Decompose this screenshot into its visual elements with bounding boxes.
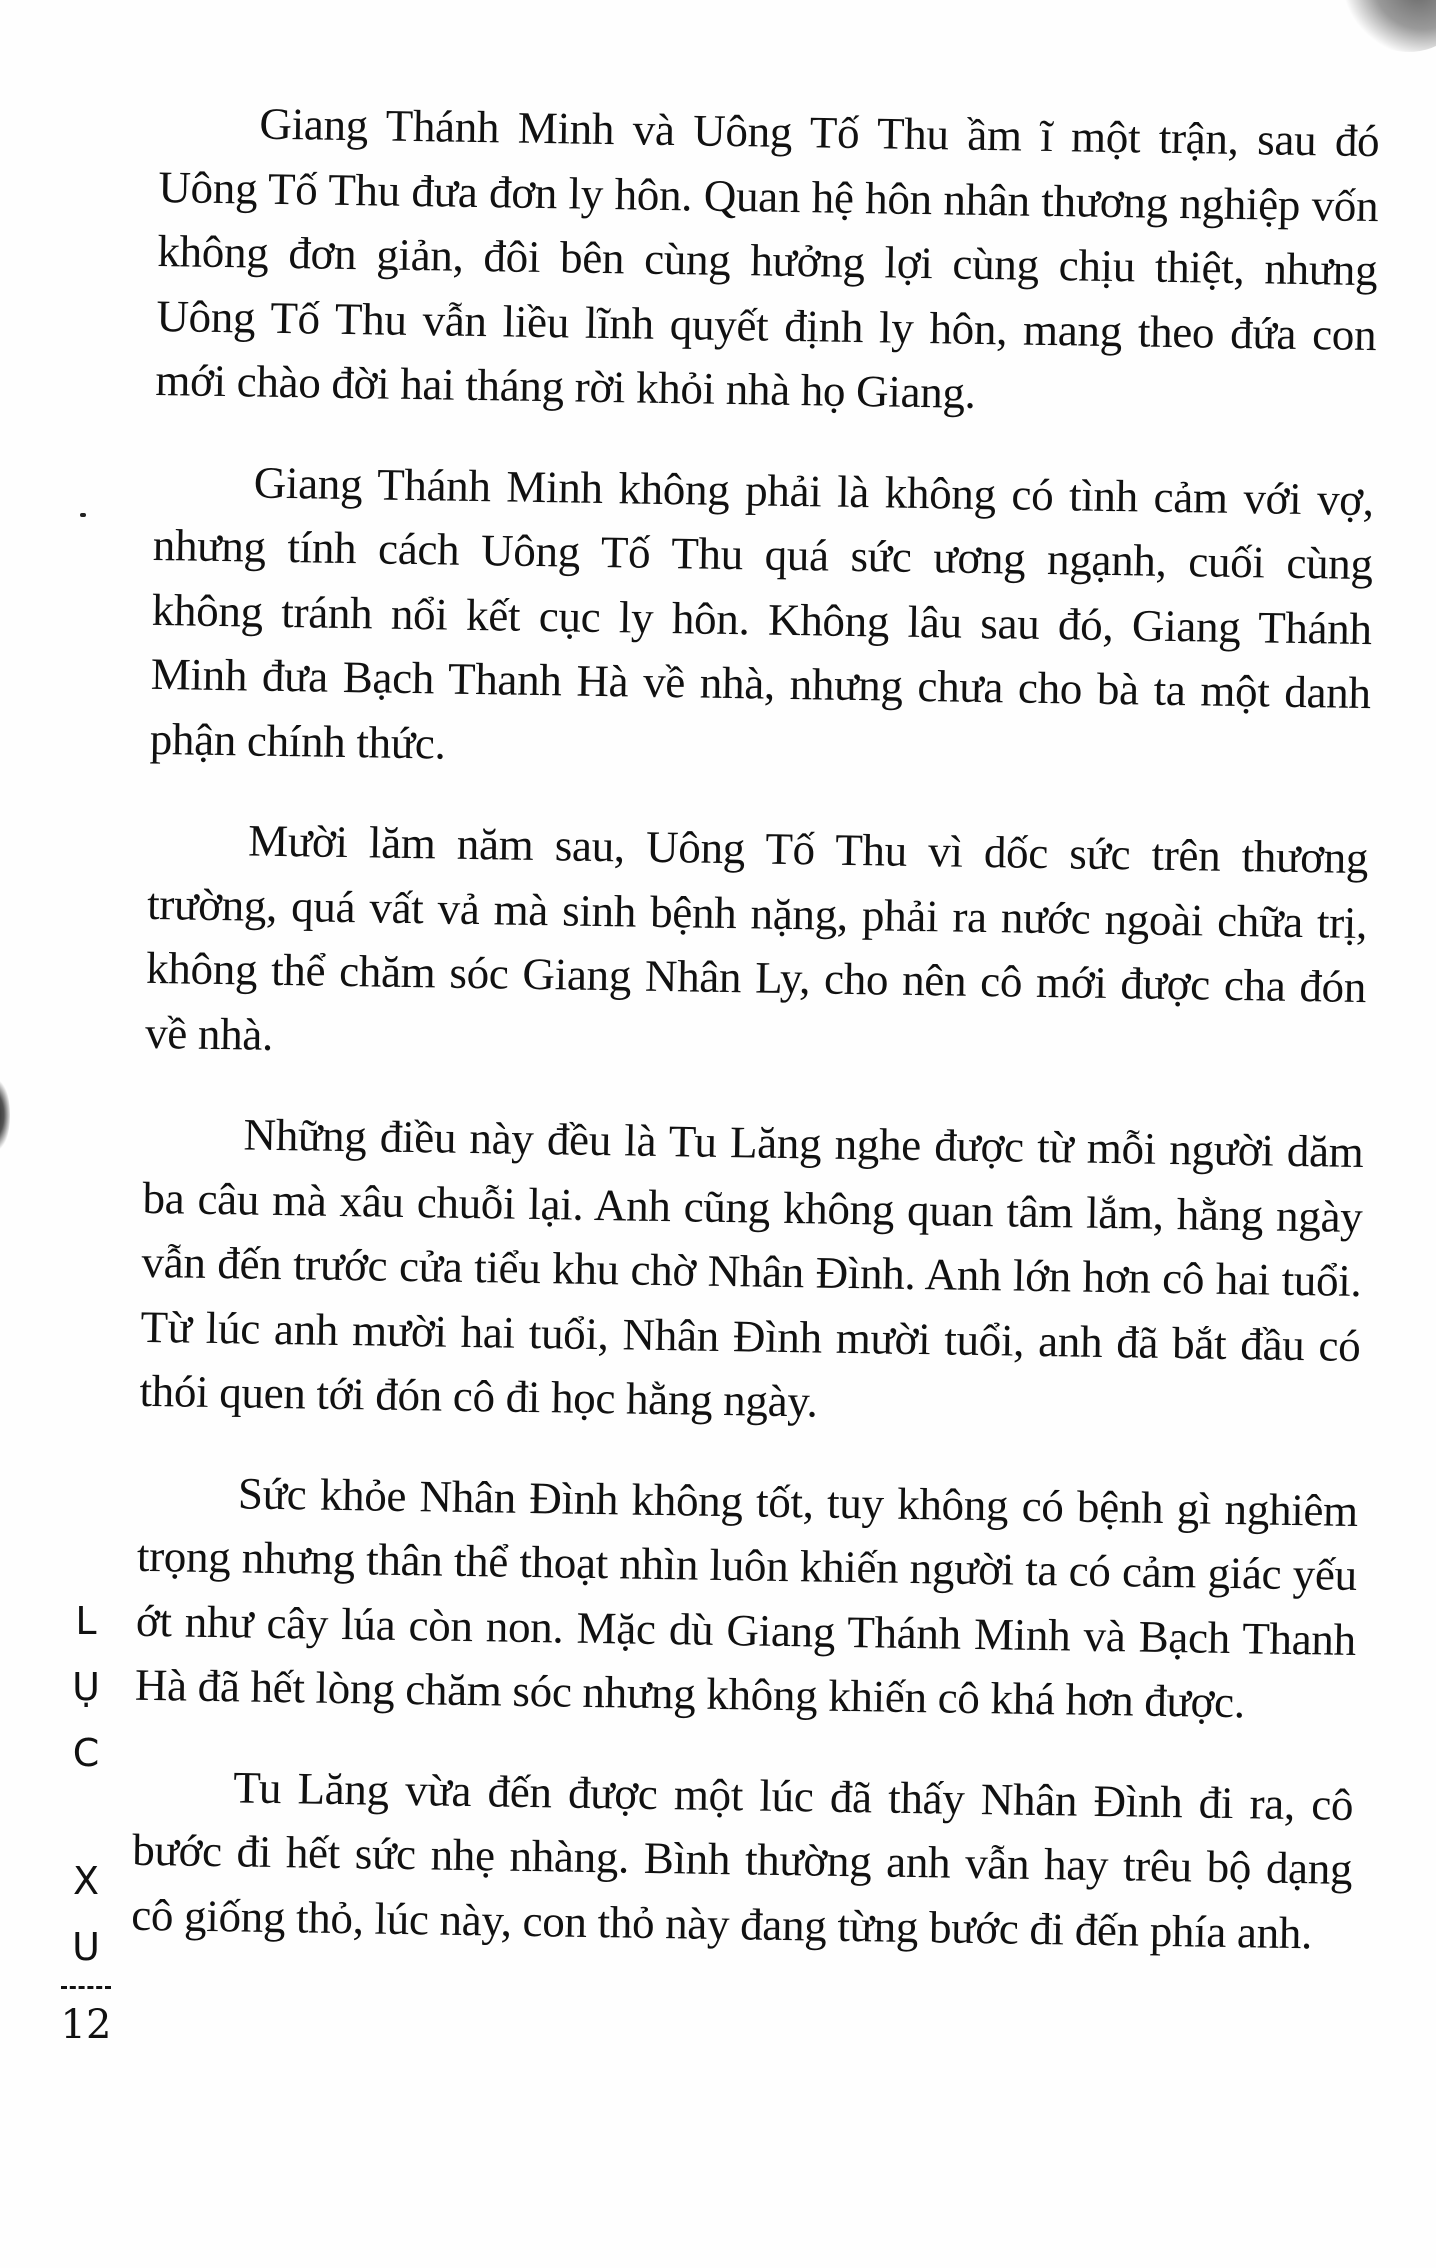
page-number: 12 [60, 2002, 112, 2048]
dashed-rule [61, 1986, 111, 1989]
paragraph: Tu Lăng vừa đến được một lúc đã thấy Nhân Đình đi ra, cô bước đi hết sức nhẹ nhàng. Bình thường anh vẫn hay trêu bộ dạng cô giống thỏ, lúc này, con thỏ này đang từng bước đi đến phía anh. [130, 1761, 1354, 1958]
paragraph: Giang Thánh Minh và Uông Tố Thu ầm ĩ một trận, sau đó Uông Tố Thu đưa đơn ly hôn. Quan hệ hôn nhân thương nghiệp vốn không đơn giản, đôi bên cùng hưởng lợi cùng chịu thiệt, nhưng Uông Tố Thu vẫn liều lĩnh quyết định ly hôn, mang theo đứa con mới chào đời hai tháng rời khỏi nhà họ Giang. [155, 98, 1380, 418]
series-letter: U [72, 1925, 100, 1969]
body-text [131, 90, 1380, 1966]
series-letter: X [72, 1859, 100, 1903]
series-letter: Ụ [72, 1665, 100, 1709]
series-letter: C [72, 1731, 100, 1775]
ink-speck [80, 513, 86, 517]
series-word-gap [56, 1786, 116, 1848]
paragraph: Mười lăm năm sau, Uông Tố Thu vì dốc sức trên thương trường, quá vất vả mà sinh bệnh nặng, phải ra nước ngoài chữa trị, không thể chăm sóc Giang Nhân Ly, cho nên cô mới được cha đón về nhà. [144, 815, 1369, 1060]
paragraph: Sức khỏe Nhân Đình không tốt, tuy không có bệnh gì nghiêm trọng nhưng thân thể thoạt nhìn luôn khiến người ta có cảm giác yếu ớt như cây lúa còn non. Mặc dù Giang Thánh Minh và Bạch Thanh Hà đã hết lòng chăm sóc nhưng không khiến cô khá hơn được. [134, 1467, 1359, 1728]
page-edge-shadow [0, 1080, 10, 1150]
margin-series-label [56, 1588, 116, 2053]
paragraph: Giang Thánh Minh không phải là không có tình cảm với vợ, nhưng tính cách Uông Tố Thu quá sức ương ngạnh, cuối cùng không tránh nổi kết cục ly hôn. Không lâu sau đó, Giang Thánh Minh đưa Bạch Thanh Hà về nhà, nhưng chưa cho bà ta một danh phận chính thức. [149, 457, 1375, 769]
series-letter: L [75, 1599, 97, 1643]
paragraph: Những điều này đều là Tu Lăng nghe được từ mỗi người dăm ba câu mà xâu chuỗi lại. Anh cũng không quan tâm lắm, hằng ngày vẫn đến trước cửa tiểu khu chờ Nhân Đình. Anh lớn hơn cô hai tuổi. Từ lúc anh mười hai tuổi, Nhân Đình mười tuổi, anh đã bắt đầu có thói quen tới đón cô đi học hằng ngày. [139, 1109, 1364, 1427]
page-corner-shadow [1319, 0, 1436, 72]
